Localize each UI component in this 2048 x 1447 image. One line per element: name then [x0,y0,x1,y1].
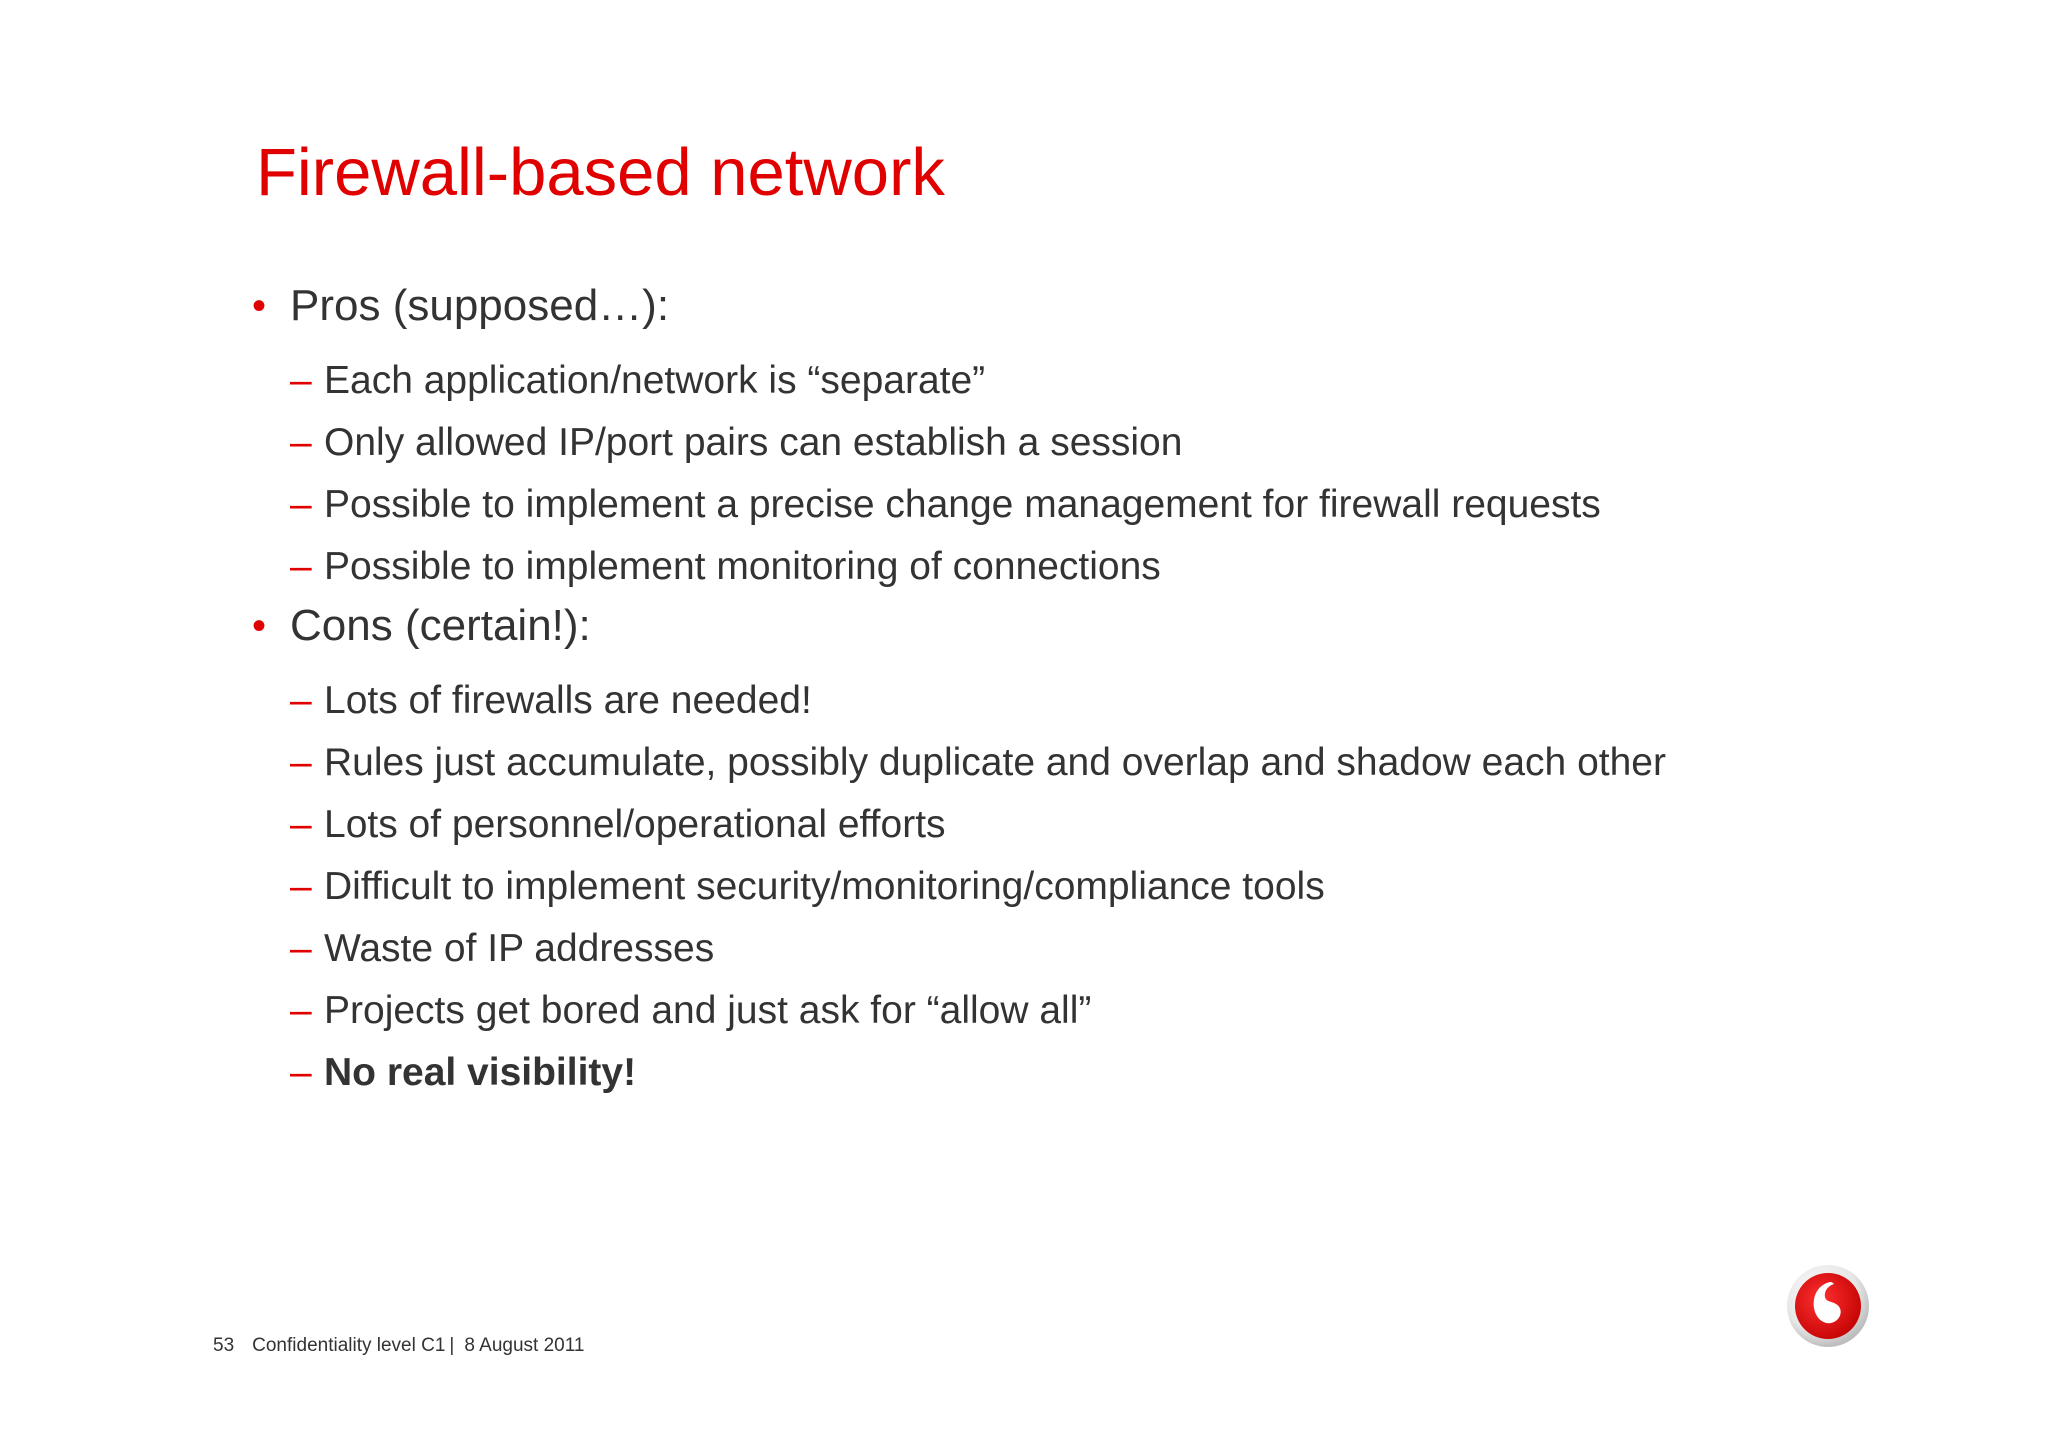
dash-icon: – [290,741,312,784]
bullet-cons [252,598,1972,654]
dash-icon: – [290,421,312,464]
footer-date: 8 August 2011 [464,1335,585,1356]
dash-icon: – [290,545,312,588]
list-item-text: Possible to implement a precise change management for firewall requests [324,483,1601,526]
list-item [252,856,1972,918]
list-item [252,350,1972,412]
dash-icon: – [290,865,312,908]
list-item-text: Difficult to implement security/monitoring/compliance tools [324,865,1325,908]
list-item-text: Only allowed IP/port pairs can establish a session [324,421,1183,464]
slide-title: Firewall-based network [256,135,945,210]
slide-content [252,278,1972,1104]
list-item [252,980,1972,1042]
list-item [252,536,1972,598]
list-item-text: Possible to implement monitoring of connections [324,545,1161,588]
bullet-dot-icon: • [252,284,267,328]
page-number: 53 [213,1335,235,1356]
list-item-text: Projects get bored and just ask for “allow all” [324,989,1092,1032]
bullet-pros [252,278,1972,334]
dash-icon: – [290,989,312,1032]
list-item [252,794,1972,856]
bullet-dot-icon: • [252,604,267,648]
list-item [252,732,1972,794]
list-item [252,670,1972,732]
list-item-text: Each application/network is “separate” [324,359,986,402]
slide-footer [213,1334,584,1358]
list-item-text: Lots of firewalls are needed! [324,679,812,722]
list-item-text: Lots of personnel/operational efforts [324,803,946,846]
cons-list [252,670,1972,1104]
dash-icon: – [290,1051,312,1094]
list-item-text: No real visibility! [324,1051,637,1094]
list-item [252,918,1972,980]
bullet-heading: Pros (supposed…): [290,281,670,330]
dash-icon: – [290,803,312,846]
bullet-heading: Cons (certain!): [290,601,591,650]
list-item-text: Rules just accumulate, possibly duplicate and overlap and shadow each other [324,741,1666,784]
list-item [252,412,1972,474]
dash-icon: – [290,927,312,970]
vodafone-speechmark-icon [1786,1264,1870,1348]
dash-icon: – [290,483,312,526]
list-item [252,474,1972,536]
footer-separator: | [449,1335,455,1356]
dash-icon: – [290,679,312,722]
list-item-text: Waste of IP addresses [324,927,715,970]
dash-icon: – [290,359,312,402]
confidentiality-level: Confidentiality level C1 [252,1335,446,1356]
list-item-emphasis [252,1042,1972,1104]
pros-list [252,350,1972,598]
